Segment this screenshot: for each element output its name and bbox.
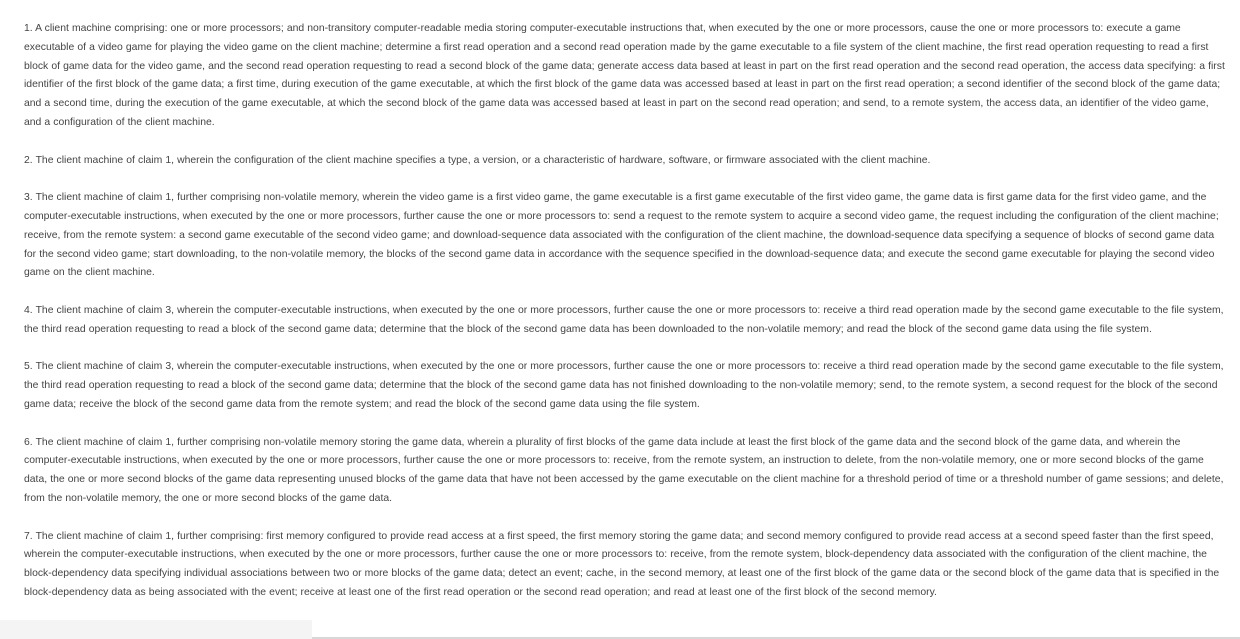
claim-6: 6. The client machine of claim 1, further comprising non-volatile memory storing the game data, wherein a plurality of first blocks of the game data include at least the first block of the game data and the second block of the game data, and wherein the computer-executable instructions, when executed by the one or more processors, further cause the one or more processors to: receive, from the remote system, an instruction to delete, from the non-volatile memory, one or more second blocks of the game data, the one or more second blocks of the game data representing unused blocks of the game data that have not been accessed by the game executable on the client machine for a threshold period of time or a threshold number of game sessions; and delete, from the non-volatile memory, the one or more second blocks of the game data.	[24, 436, 1224, 504]
claims-list	[24, 20, 1228, 622]
claim-1: 1. A client machine comprising: one or more processors; and non-transitory computer-readable media storing computer-executable instructions that, when executed by the one or more processors, cause the one or more processors to: execute a game executable of a video game for playing the video game on the client machine; determine a first read operation and a second read operation made by the game executable to a file system of the client machine, the first read operation requesting to read a first block of game data for the video game, and the second read operation requesting to read a second block of the game data; generate access data based at least in part on the first read operation and the second read operation, the access data specifying: a first identifier of the first block of the game data; a first time, during execution of the game executable, at which the first block of the game data was accessed based at least in part on the first read operation; a second identifier of the second block of the game data; and a second time, during the execution of the game executable, at which the second block of the game data was accessed based at least in part on the second read operation; and send, to a remote system, the access data, an identifier of the video game, and a configuration of the client machine.	[24, 23, 1225, 128]
claim-5: 5. The client machine of claim 3, wherein the computer-executable instructions, when executed by the one or more processors, further cause the one or more processors to: receive a third read operation made by the second game executable to the file system, the third read operation requesting to read a block of the second game data; determine that the block of the second game data has not finished downloading to the non-volatile memory; send, to the remote system, a second request for the block of the second game data; receive the block of the second game data from the remote system; and read the block of the second game data using the file system.	[24, 361, 1224, 410]
bottom-overlay-bar	[0, 620, 312, 639]
claim-2: 2. The client machine of claim 1, wherein the configuration of the client machine specifies a type, a version, or a characteristic of hardware, software, or firmware associated with the client machine.	[24, 154, 931, 166]
claim-3: 3. The client machine of claim 1, further comprising non-volatile memory, wherein the video game is a first video game, the game executable is a first game executable of the first video game, the game data is first game data for the first video game, and the computer-executable instructions, when executed by the one or more processors, further cause the one or more processors to: send a request to the remote system to acquire a second video game, the request including the configuration of the client machine; receive, from the remote system: a second game executable of the second video game; and download-sequence data associated with the configuration of the client machine, the download-sequence data specifying a sequence of blocks of second game data for the second video game; start downloading, to the non-volatile memory, the blocks of the second game data in accordance with the sequence specified in the download-sequence data; and execute the second game executable for playing the second video game on the client machine.	[24, 192, 1219, 279]
claim-7: 7. The client machine of claim 1, further comprising: first memory configured to provide read access at a first speed, the first memory storing the game data; and second memory configured to provide read access at a second speed faster than the first speed, wherein the computer-executable instructions, when executed by the one or more processors, further cause the one or more processors to: receive, from the remote system, block-dependency data associated with the configuration of the client machine, the block-dependency data specifying individual associations between two or more blocks of the game data; detect an event; cache, in the second memory, at least one of the first block of the game data or the second block of the game data that is specified in the block-dependency data as being associated with the event; receive at least one of the first read operation or the second read operation; and read at least one of the first block of the second memory.	[24, 530, 1220, 598]
claim-4: 4. The client machine of claim 3, wherein the computer-executable instructions, when executed by the one or more processors, further cause the one or more processors to: receive a third read operation made by the second game executable to the file system, the third read operation requesting to read a block of the second game data; determine that the block of the second game data has been downloaded to the non-volatile memory; and read the block of the second game data using the file system.	[24, 304, 1224, 335]
